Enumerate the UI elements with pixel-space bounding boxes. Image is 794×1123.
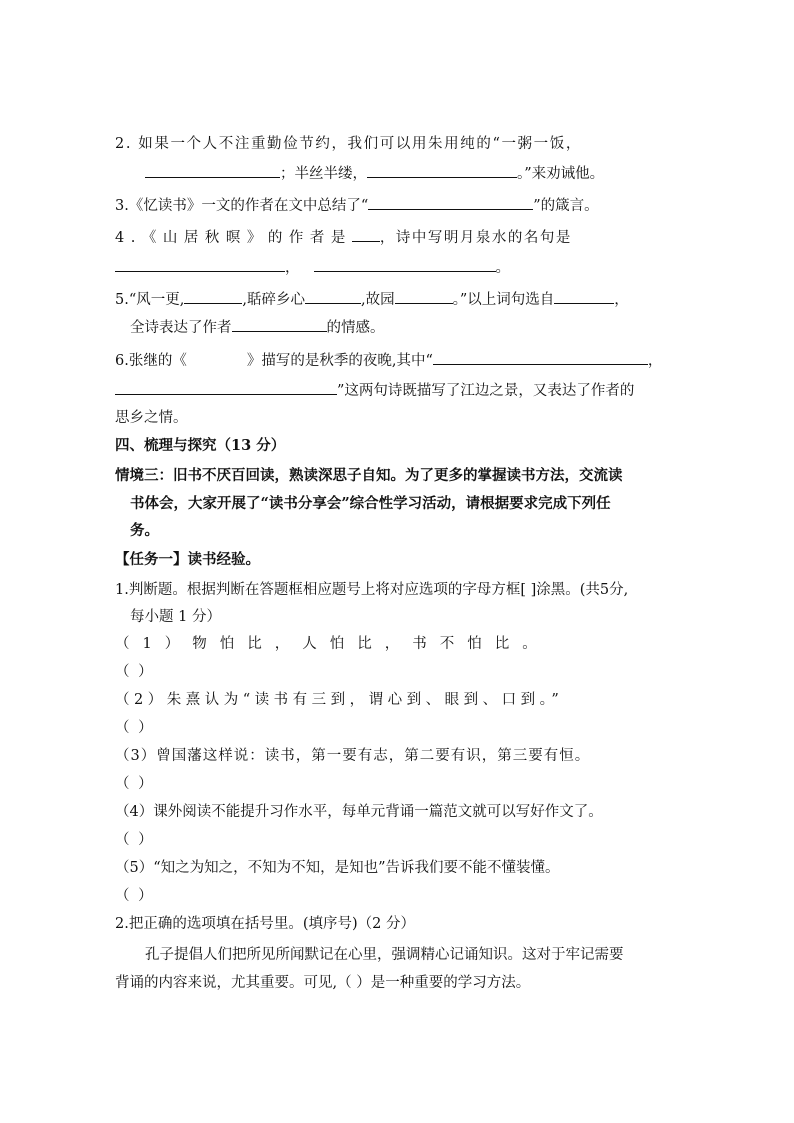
judge-intro-2: 每小题 1 分） (130, 609, 221, 625)
judge-item-1: （1）物怕比，人怕比，书不怕比。 (115, 636, 550, 652)
q6-blank-2[interactable] (115, 380, 337, 395)
judge-item-3: （3）曾国藩这样说：读书，第一要有志，第二要有识，第三要有恒。 (115, 748, 591, 764)
q2-line-2: ；半丝半缕， 。”来劝诫他。 (145, 163, 604, 184)
judge-item-4: （4）课外阅读不能提升习作水平，每单元背诵一篇范文就可以写好作文了。 (115, 804, 603, 820)
q5-blank-2[interactable] (305, 289, 361, 304)
scenario-line-1: 情境三：旧书不厌百回读，熟读深思子自知。为了更多的掌握读书方法，交流读 (115, 467, 623, 484)
q4-line-1: 4.《山居秋暝》的作者是 ，诗中写明月泉水的名句是 (115, 227, 572, 248)
judge-answer-2[interactable]: （ ） (115, 720, 155, 736)
q5-blank-4[interactable] (554, 289, 614, 304)
q4-author-blank[interactable] (352, 227, 380, 242)
q6-line-1: 6.张继的《 》描写的是秋季的夜晚,其中“ ， (115, 350, 662, 371)
q3-blank[interactable] (368, 195, 533, 210)
q6-line-3: 思乡之情。 (115, 410, 188, 426)
judge-item-5: （5）“知之为知之，不知为不知，是知也”告诉我们要不能不懂装懂。 (115, 860, 560, 876)
task-one-heading: 【任务一】读书经验。 (115, 551, 260, 568)
judge-item-2: （2）朱熹认为“读书有三到，谓心到、眼到、口到。” (115, 692, 564, 708)
q6-line-2: ”这两句诗既描写了江边之景，又表达了作者的 (115, 380, 634, 401)
q5-blank-3[interactable] (395, 289, 453, 304)
q2-line-1 (115, 134, 582, 154)
choice-question-para-1: 孔子提倡人们把所见所闻默记在心里，强调精心记诵知识。这对于牢记需要 (145, 947, 624, 963)
section-heading: 四、梳理与探究（13 分） (115, 437, 286, 454)
q5-line-1: 5.“风一更, ,聒碎乡心 ,故园 。”以上词句选自 ， (115, 289, 629, 310)
q5-blank-5[interactable] (232, 317, 327, 332)
choice-question-title: 2.把正确的选项填在括号里。(填序号)（2 分） (115, 916, 415, 932)
q5-line-2: 全诗表达了作者 的情感。 (130, 317, 385, 338)
choice-question-para-2: 背诵的内容来说，尤其重要。可见,（ ）是一种重要的学习方法。 (115, 975, 531, 991)
q4-blank-2[interactable] (314, 257, 496, 272)
judge-answer-4[interactable]: （ ） (115, 832, 155, 848)
judge-answer-1[interactable]: （ ） (115, 664, 155, 680)
scenario-line-2: 书体会，大家开展了“读书分享会”综合性学习活动，请根据要求完成下列任 (130, 495, 611, 512)
q5-blank-1[interactable] (184, 289, 242, 304)
q3-line: 3.《忆读书》一文的作者在文中总结了“ ”的箴言。 (115, 195, 599, 216)
judge-answer-5[interactable]: （ ） (115, 888, 155, 904)
q2-blank-2[interactable] (367, 163, 517, 178)
judge-answer-3[interactable]: （ ） (115, 776, 155, 792)
q6-blank-1[interactable] (433, 350, 648, 365)
q2-blank-1[interactable] (145, 163, 280, 178)
judge-intro-1: 1.判断题。根据判断在答题框相应题号上将对应选项的字母方框[ ]涂黑。(共5分, (115, 582, 629, 598)
q4-blank-1[interactable] (115, 257, 285, 272)
q4-line-2: ， 。 (115, 257, 510, 278)
q2-text: 2. 如果一个人不注重勤俭节约，我们可以用朱用纯的“一粥一饭， (115, 136, 582, 152)
scenario-line-3: 务。 (130, 522, 159, 539)
